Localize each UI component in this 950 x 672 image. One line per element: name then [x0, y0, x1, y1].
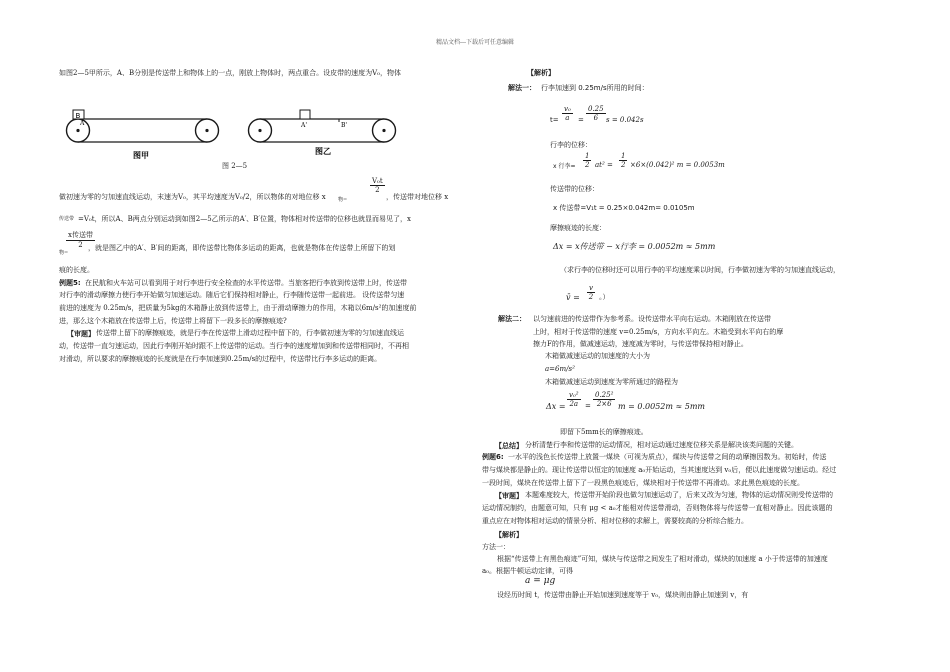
- fraction-numerator: 0.25: [588, 105, 604, 113]
- review-6-line-1: 本题难度较大，传送带开始阶段也做匀加速运动了，后来又改为匀速，物体的运动情况则受传送带的: [525, 491, 833, 499]
- method-2-line-4: 木箱做减速运动的加速度的大小为: [545, 352, 650, 360]
- paragraph-5: 痕的长度。: [59, 266, 94, 274]
- fraction-numerator: 1: [585, 152, 590, 160]
- fraction-numerator: x传送带: [68, 231, 93, 239]
- figure-a-belt: [67, 110, 219, 142]
- review-label: 【审题】: [67, 329, 95, 338]
- fraction-denominator: 2: [585, 161, 590, 169]
- review-line-2: 动，传送带一直匀速运动，因此行李刚开始时跟不上传送带的运动。当行李的速度增加到和传送带相同时，不再相: [59, 342, 409, 350]
- vbar-tail: 。）: [599, 293, 610, 301]
- fraction-numerator: v₀: [564, 105, 571, 113]
- method-2-line-1: 以匀速前进的传送带作为参考系。设传送带水平向右运动。木箱刚放在传送带: [533, 315, 771, 323]
- a-equals-mu-g: a = μg: [525, 576, 556, 586]
- example-6-label: 例题6:: [482, 453, 504, 461]
- point-b-label: B: [75, 112, 81, 120]
- page-header: 精品文档---下载后可任意编辑: [435, 39, 515, 46]
- method-2-line-3: 擦力F的作用，做减速运动，速度减为零时，与传送带保持相对静止。: [533, 340, 748, 348]
- method-one-label: 方法一：: [482, 543, 510, 551]
- fraction-denominator: 2: [621, 161, 626, 169]
- example-6-line-2: 带与煤块都是静止的。现让传送带以恒定的加速度 a₀开始运动，当其速度达到 v₀后，便以此速度做匀速运动。经过: [482, 466, 837, 474]
- trace-length-label: 摩擦痕迹的长度：: [550, 224, 606, 232]
- method-2-acceleration: a=6m/s²: [545, 365, 575, 373]
- fraction-025sq-over-12: [593, 391, 615, 408]
- figure-b-label: 图乙: [315, 147, 331, 156]
- figure-conveyor-diagram: [60, 108, 460, 168]
- delta-x-equation: Δx = x传送带 − x行李 = 0.0052m ≈ 5mm: [553, 242, 716, 251]
- analysis-heading-2: 【解析】: [495, 530, 523, 539]
- dx2-rhs: m = 0.0052m ≈ 5mm: [618, 402, 706, 411]
- subscript-belt: 传送带: [59, 216, 75, 222]
- example-6-line-1: 一水平的浅色长传送带上放置一煤块（可视为质点），煤块与传送带之间的动摩擦因数为。初始时，传送: [508, 453, 827, 461]
- figure-a-label: 图甲: [133, 151, 149, 160]
- review-line-3: 对滑动，所以要求的摩擦痕迹的长度就是在行李加速到0.25m/s的过程中，传送带比行李多运动的距离。: [59, 355, 382, 363]
- vbar-lhs: v̄ =: [566, 293, 580, 302]
- example-5-line-4: 进，那么这个木箱放在传送带上后，传送带上将留下一段多长的摩擦痕迹?: [59, 317, 287, 325]
- figure-caption: 图 2—5: [222, 162, 248, 170]
- method-one-line-1: 根据“传送带上有黑色痕迹”可知，煤块与传送带之间发生了相对滑动，煤块的加速度 a 小于传送带的加速度: [497, 555, 828, 563]
- point-b-prime-label: B': [341, 122, 348, 129]
- belt-displacement-equation: x 传送带=V₁t = 0.25×0.042m= 0.0105m: [553, 204, 695, 212]
- method-2-label: 解法二：: [498, 315, 526, 323]
- belt-displacement-label: 传送带的位移：: [550, 185, 599, 193]
- fraction-v0sq-over-2a: [567, 391, 581, 408]
- paragraph-2-a: 做初速为零的匀加速直线运动，末速为V₀，其平均速度为V₀/2，所以物体的对地位移 x: [59, 193, 326, 201]
- fraction-numerator: 1: [621, 152, 626, 160]
- fraction-denominator: 2: [588, 293, 594, 301]
- fraction-half-2: [619, 152, 627, 169]
- paragraph-4: ，就是图乙中的A′、B′间的距离，即传送带比物体多运动的距离，也就是物体在传送带上所留下的划: [88, 244, 396, 252]
- fraction-numerator: 0.25²: [595, 391, 614, 399]
- analysis-heading: 【解析】: [527, 69, 555, 77]
- time-rhs: s = 0.042s: [606, 116, 644, 124]
- method-2-conclusion: 即留下5mm长的摩擦痕迹。: [560, 428, 648, 436]
- fraction-denominator: 6: [593, 114, 599, 122]
- method-1-label: 解法一：: [508, 84, 536, 92]
- fraction-denominator: a: [565, 114, 570, 122]
- example-5-line-1: 在民航和火车站可以看到用于对行李进行安全检查的水平传送带。当旅客把行李放到传送带上时，传送带: [85, 279, 407, 287]
- fraction-numerator: V₀t: [372, 177, 383, 185]
- method-1-text: 行李加速到 0.25m/s所用的时间：: [541, 84, 649, 92]
- example-6-line-3: 一段时间，煤块在传送带上留下了一段黑色痕迹后，煤块相对于传送带不再滑动。求此黑色痕迹的长度。: [482, 479, 804, 487]
- paragraph-intro: 如图2—5甲所示，A、B分别是传送带上和物体上的一点，刚放上物体时，两点重合。设皮带的速度为V₀，物体: [59, 69, 401, 77]
- fraction-denominator: 2×6: [596, 400, 612, 408]
- time-equals: =: [578, 116, 584, 124]
- fraction-half: [583, 152, 591, 169]
- review-6-label: 【审题】: [495, 491, 523, 500]
- figure-b-belt: [249, 110, 396, 142]
- method-2-line-2: 上时，相对于传送带的速度 v=0.25m/s，方向水平向左。木箱受到水平向右的摩: [533, 328, 784, 336]
- paragraph-2-b: ，传送带对地位移 x: [386, 193, 449, 201]
- point-a-prime-label: A': [301, 122, 307, 129]
- fraction-denominator: 2a: [569, 400, 579, 408]
- xl-mid: at² =: [595, 161, 613, 169]
- note-average-velocity: （求行李的位移时还可以用行李的平均速度乘以时间，行李做初速为零的匀加速直线运动，: [560, 266, 840, 274]
- fraction-numerator: v: [589, 284, 593, 292]
- fraction-denominator: 2: [78, 241, 83, 249]
- point-a-label: A: [80, 120, 85, 127]
- subscript-obj-2: 物=: [59, 250, 69, 256]
- paragraph-3: =V₀t，所以A、B两点分别运动到如图2—5乙所示的A′、B′位置，物体相对传送带的位移也就显而易见了，x: [78, 215, 411, 223]
- review-6-line-3: 重点应在对物体相对运动的情景分析、相对位移的求解上，需要较高的分析综合能力。: [482, 517, 748, 525]
- method-2-line-5: 木箱做减速运动到速度为零所通过的路程为: [545, 378, 678, 386]
- example-5-line-3: 前进的速度为 0.25m/s，把质量为5kg的木箱静止放到传送带上，由于滑动摩擦力的作用，木箱以6m/s²的加速度前: [59, 304, 417, 312]
- fraction-v0t-over-2: [370, 177, 385, 194]
- summary-text: 分析清楚行李和传送带的运动情况，相对运动通过速度位移关系是解决该类问题的关键。: [525, 441, 798, 449]
- example-5-line-2: 对行李的滑动摩擦力使行李开始做匀加速运动。随后它们保持相对静止，行李随传送带一起前进。 设传送带匀速: [59, 291, 405, 299]
- xl-lhs: x 行李=: [553, 163, 576, 170]
- review-line-1: 传送带上留下的摩擦痕迹，就是行李在传送带上滑动过程中留下的，行李做初速为零的匀加速直线运: [96, 329, 404, 337]
- summary-label: 【总结】: [495, 441, 523, 450]
- xl-rhs: ×6×(0.042)² m = 0.0053m: [630, 161, 725, 169]
- luggage-displacement-label: 行李的位移：: [550, 141, 592, 149]
- fraction-025-over-6: [586, 105, 606, 122]
- fraction-numerator: v₀²: [569, 391, 579, 399]
- dx2-lhs: Δx =: [546, 402, 566, 411]
- method-one-line-2: a₀。根据牛顿运动定律，可得: [482, 567, 573, 575]
- fraction-denominator: 2: [375, 186, 380, 194]
- subscript-obj: 物=: [338, 197, 348, 203]
- fraction-v0-over-a: [562, 105, 573, 122]
- example-5-label: 例题5:: [59, 279, 81, 287]
- dx2-equals: =: [585, 402, 591, 410]
- review-6-line-2: 运动情况制约，由题意可知，只有 μg < a₀才能相对传送带滑动，否则物体将与传送带一直相对静止。因此该题的: [482, 504, 833, 512]
- fraction-v-over-2: [587, 284, 595, 301]
- method-one-line-3: 设经历时间 t，传送带由静止开始加速到速度等于 v₀，煤块则由静止加速到 v，有: [497, 591, 749, 599]
- time-lhs: t=: [550, 116, 559, 124]
